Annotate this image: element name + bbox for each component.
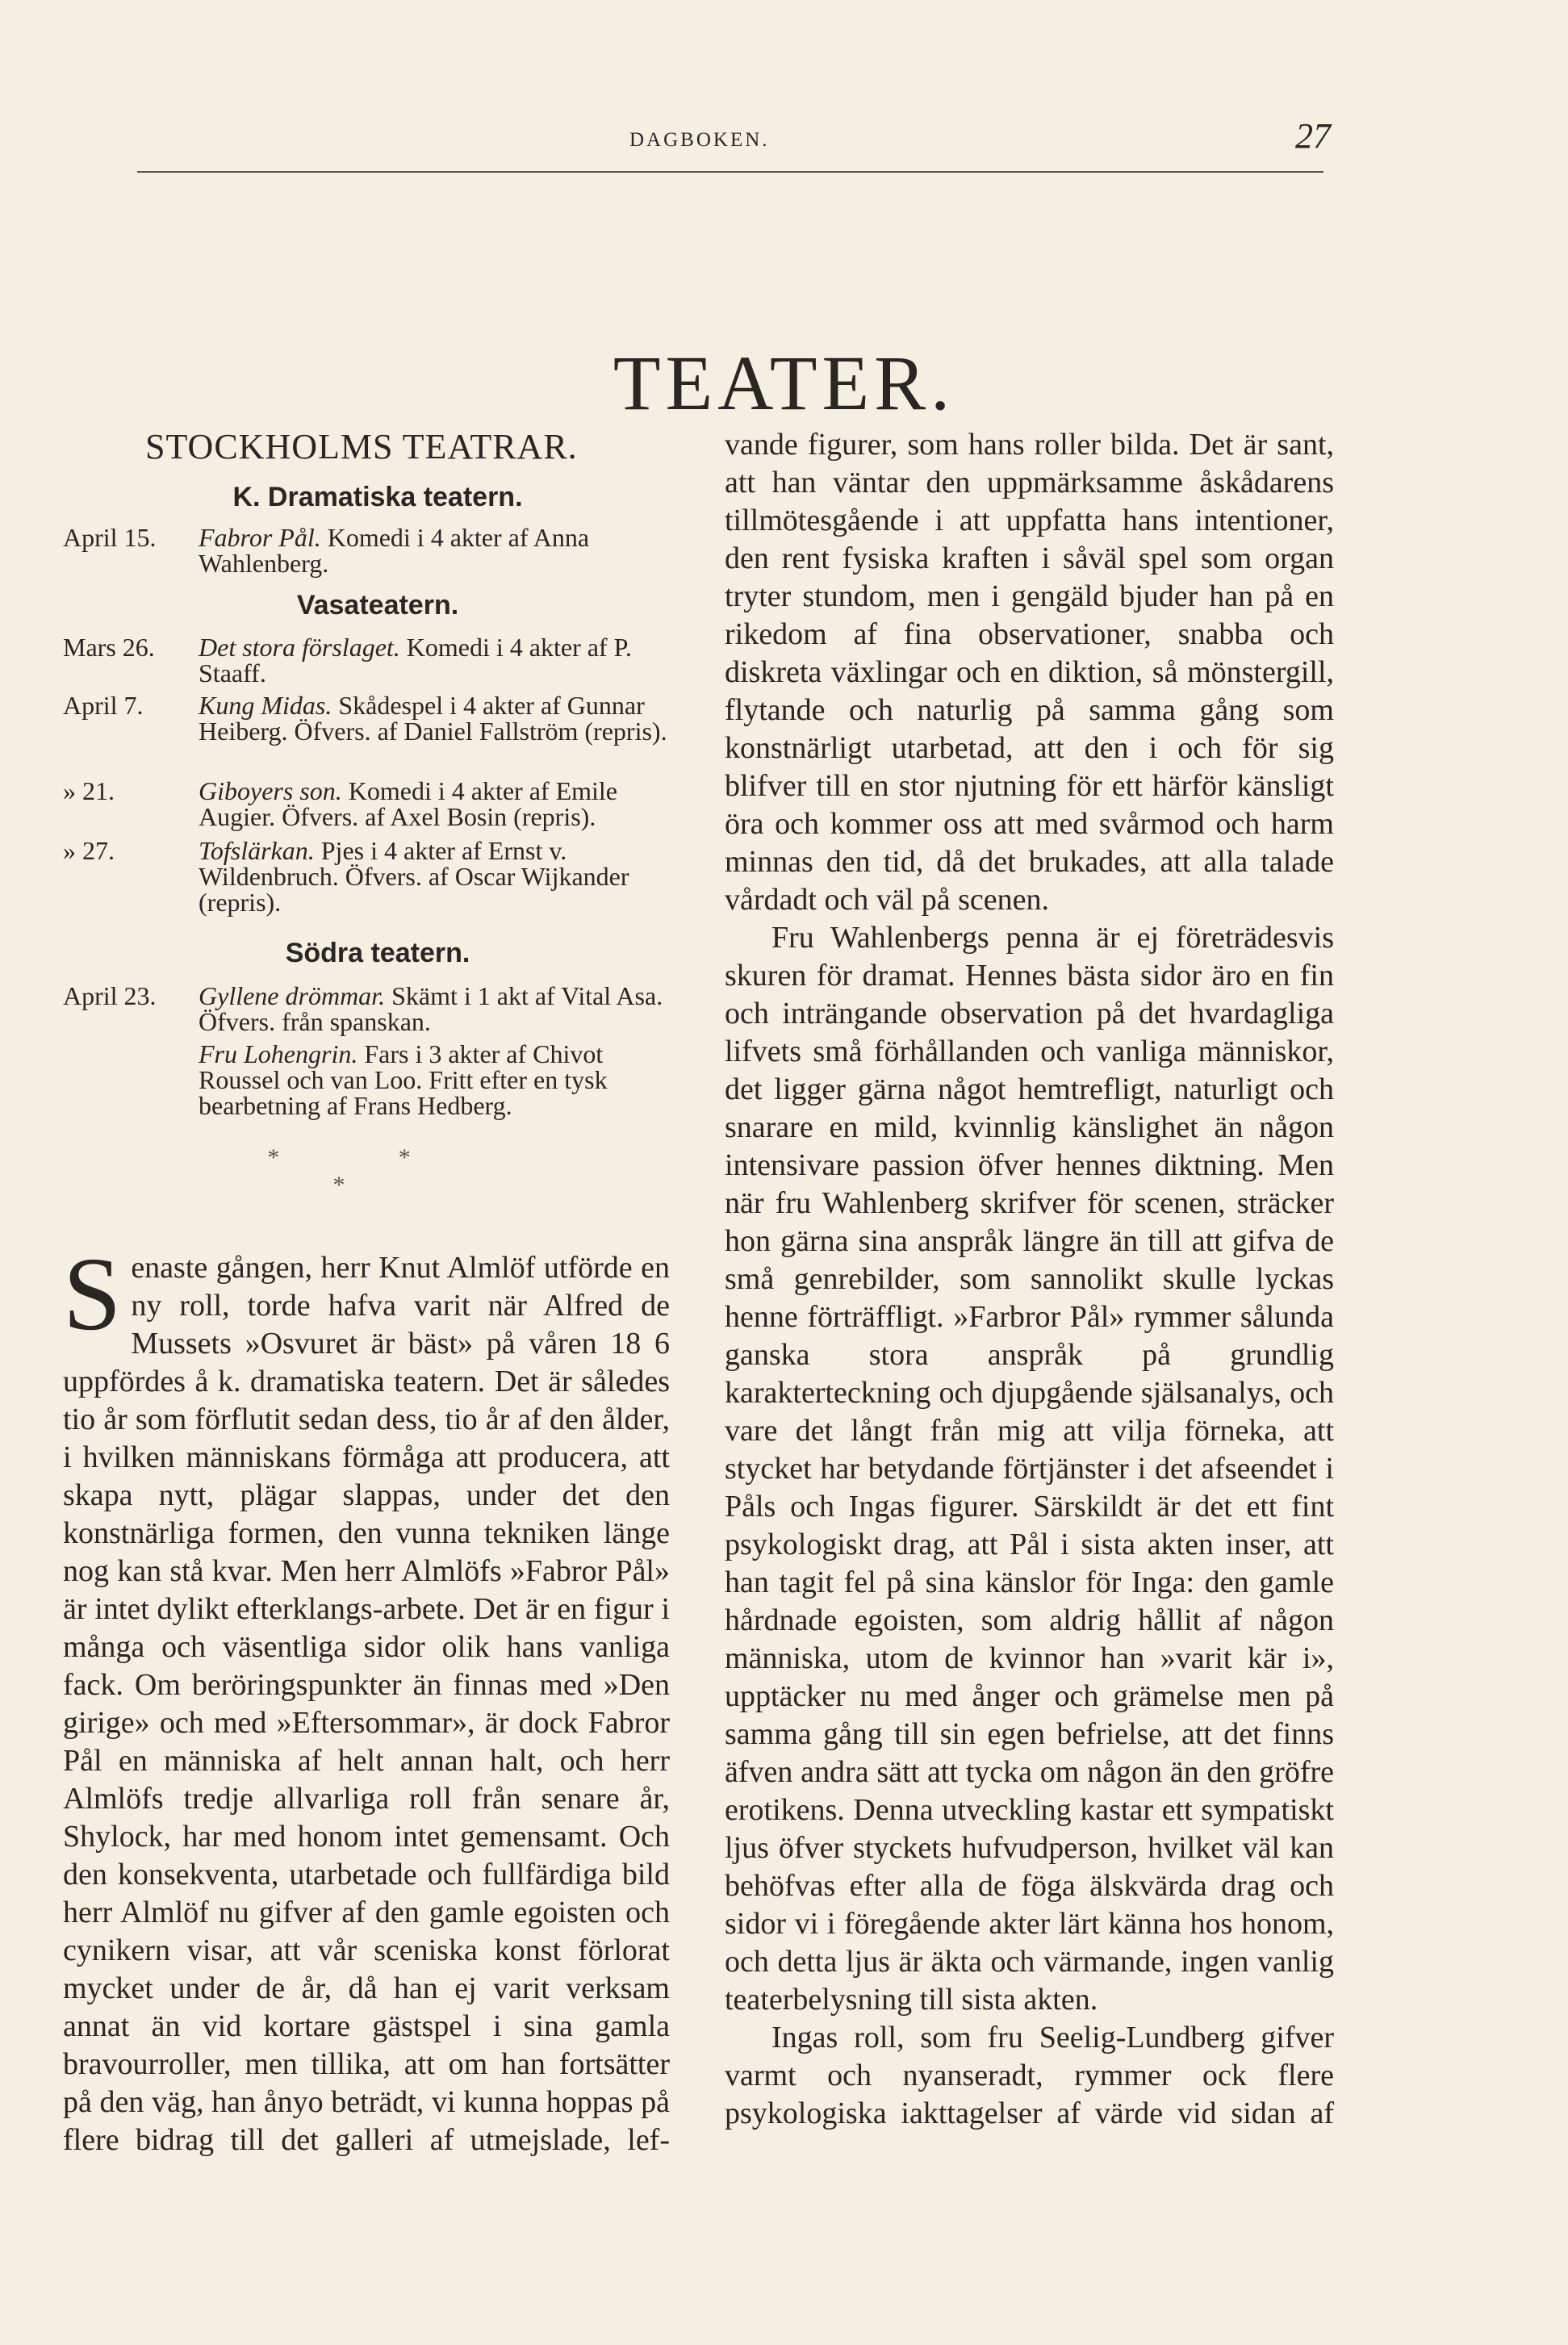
listing-body [199, 838, 691, 915]
listing-date: April 15. [63, 523, 157, 552]
listing-body [199, 634, 691, 686]
article-paragraph: Fru Wahlenbergs penna är ej företrädesvis skuren för dramat. Hennes bästa sidor äro en fin och inträngande observation på det hvardagliga lifvets små förhållanden och vanliga människor, det ligger gärna något hemtrefligt, naturligt och snarare en mild, kvinnlig känslighet än någon intensivare passion öfver hennes diktning. Men när fru Wahlenberg skrifver för scenen, sträcker hon gärna sina anspråk längre än till att gifva de små genrebilder, som sannolikt skulle lyckas henne förträffligt. »Farbror Pål» rymmer sålunda ganska stora anspråk på grundlig karakterteckning och djupgående själsanalys, och vare det långt från mig att vilja förneka, att stycket har betydande förtjänster i det afseendet i Påls och Ingas figurer. Särskildt är det ett fint psykologiskt drag, att Pål i sista akten inser, att han tagit fel på sina känslor för Inga: den gamle hårdnade egoisten, som aldrig hållit af någon människa, utom de kvinnor han »varit kär i», upptäcker nu med ånger och grämelse men på samma gång till sin egen befrielse, att det finns äfven andra sätt att tycka om någon än den gröfre erotikens. Denna utveckling kastar ett sympatiskt ljus öfver styckets hufvudperson, hvilket väl kan behöfvas efter alla de föga älskvärda drag och sidor vi i föregående akter lärt känna hos honom, och detta ljus är äkta och värmande, ingen vanlig teaterbelysning till sista akten. [725, 921, 1334, 2017]
play-desc: Pjes i 4 akter af Ernst v. Wildenbruch. Öfvers. af Oscar Wijkander (repris). [199, 836, 629, 917]
running-title: DAGBOKEN. [629, 129, 770, 151]
play-desc: Skådespel i 4 akter af Gunnar Heiberg. Öfvers. af Daniel Fallström (repris). [199, 691, 667, 746]
listing-body [199, 525, 691, 576]
theatre-name: Södra teatern. [285, 938, 470, 968]
listing-body [199, 692, 691, 744]
article-paragraph: vande figurer, som hans roller bilda. Det är sant, att han väntar den uppmärksamme åskådarens tillmötesgående i att uppfatta hans intentioner, den rent fysiska kraften i såväl spel som organ tryter stundom, men i gengäld bjuder han på en rikedom af fina observationer, snabba och diskreta växlingar och en diktion, så mönstergill, flytande och naturlig på samma gång som konstnärligt utarbetad, att den i och för sig blifver till en stor njutning för ett härför känsligt öra och kommer oss att med svårmod och harm minnas den tid, då det brukades, att alla talade vårdadt och väl på scenen. [725, 428, 1334, 917]
article-paragraph [63, 1236, 670, 2159]
page-number: 27 [1295, 116, 1331, 156]
listing-entry [63, 838, 684, 918]
play-title: Fabror Pål. [199, 523, 321, 552]
listing-entry [63, 1041, 684, 1122]
listing-entry [63, 778, 684, 831]
play-desc: Komedi i 4 akter af Emile Augier. Öfvers. af Axel Bosin (repris). [199, 776, 617, 831]
main-title: TEATER. [613, 340, 955, 427]
listing-date: Mars 26. [63, 633, 155, 662]
listing-date: » 27. [63, 836, 115, 865]
listing-entry [63, 983, 684, 1036]
listing-body [199, 778, 691, 830]
listing-entry [63, 634, 684, 688]
listing-body [199, 1041, 691, 1118]
theatre-name: K. Dramatiska teatern. [232, 482, 523, 512]
asterism-ornament: * * * [267, 1144, 467, 1198]
section-title: STOCKHOLMS TEATRAR. [145, 427, 578, 466]
play-desc: Skämt i 1 akt af Vital Asa. Öfvers. från spanskan. [199, 981, 663, 1036]
drop-cap: S [63, 1236, 122, 1352]
listing-date: » 21. [63, 776, 115, 805]
listing-entry [63, 692, 684, 773]
play-title: Tofslärkan. [199, 836, 315, 865]
article-left-column [63, 1236, 670, 2159]
listing-entry [63, 525, 684, 581]
play-title: Det stora förslaget. [199, 633, 400, 662]
play-title: Giboyers son. [199, 776, 342, 805]
article-paragraph: Ingas roll, som fru Seelig-Lundberg gifver varmt och nyanseradt, rymmer ock flere psykologiska iakttagelser af värde vid sidan af [725, 2021, 1334, 2130]
play-desc: Komedi i 4 akter af P. Staaff. [199, 633, 632, 688]
play-title: Gyllene drömmar. [199, 981, 386, 1010]
play-desc: Komedi i 4 akter af Anna Wahlenberg. [199, 523, 590, 578]
listing-date: April 23. [63, 981, 157, 1010]
play-desc: Fars i 3 akter af Chivot Roussel och van Loo. Fritt efter en tysk bearbetning af Frans Hedberg. [199, 1039, 608, 1120]
article-text: enaste gången, herr Knut Almlöf utförde en ny roll, torde hafva varit när Alfred de Mussets »Osvuret är bäst» på våren 18 6 uppfördes å k. dramatiska teatern. Det är således tio år som förflutit sedan dess, tio år af den ålder, i hvilken människans förmåga att producera, att skapa nytt, plägar slappas, under det den konstnärliga formen, den vunna tekniken länge nog kan stå kvar. Men herr Almlöfs »Fabror Pål» är intet dylikt efterklangs-arbete. Det är en figur i många och väsentliga sidor olik hans vanliga fack. Om beröringspunkter än finnas med »Den girige» och med »Eftersommar», är dock Fabror Pål en människa af helt annan halt, och herr Almlöfs tredje allvarliga roll från senare år, Shylock, har med honom intet gemensamt. Och den konsekventa, utarbetade och fullfärdiga bild herr Almlöf nu gifver af den gamle egoisten och cynikern visar, att vår sceniska konst förlorat mycket under de år, då han ej varit verksam annat än vid kortare gästspel i sina gamla bravourroller, men tillika, att om han fortsätter på den väg, han ånyo beträdt, vi kunna hoppas på flere bidrag till det galleri af utmejslade, lef- [63, 1251, 670, 2157]
play-title: Kung Midas. [199, 691, 332, 720]
listing-body [199, 983, 691, 1035]
header-rule [137, 171, 1323, 173]
theatre-name: Vasateatern. [296, 590, 459, 621]
play-title: Fru Lohengrin. [199, 1039, 358, 1068]
article-right-column [725, 426, 1334, 2133]
listing-date: April 7. [63, 691, 144, 720]
